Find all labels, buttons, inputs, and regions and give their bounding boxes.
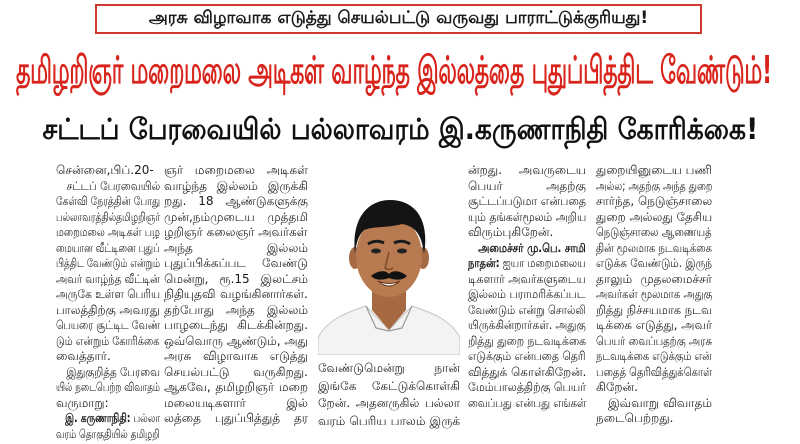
text-line: மையான வீட்டினை புதுப் <box>56 240 160 255</box>
text-line: வித்துக் கொள்கிறேன். <box>468 364 587 379</box>
text-line: சூட்டப்படுமா என்பதை <box>468 194 586 208</box>
text-line: முன்,நம்முடைய முத்தமி <box>164 209 308 224</box>
photo-column-text <box>318 360 460 430</box>
text-line: சட்டப் பேரவையில் <box>66 178 161 193</box>
text-line: மென்று, ரூ.15 இலட்சம் <box>164 271 308 286</box>
text-line: ழறிஞர் கலைஞர் அவர்கள் <box>164 225 308 239</box>
text-line: அந்த இல்லம் <box>164 240 308 255</box>
text-line: இங்கே கேட்டுக்கொள்கி <box>318 378 460 393</box>
text-line: பித்திட வேண்டும் என்றும் <box>56 256 161 270</box>
subheadline <box>40 110 760 152</box>
article-column-1 <box>56 163 160 442</box>
text-line: சென்னை,பிப்.20- <box>56 163 154 177</box>
text-line: பெயர் அதற்கு <box>468 178 586 193</box>
text-line: வருமாறு: <box>56 395 109 410</box>
kicker-text: அரசு விழாவாக எடுத்து செயல்பட்டு வருவது பாராட்டுக்குரியது! <box>148 8 649 28</box>
speaker-name: நாதன்: <box>468 256 500 270</box>
article-column-2 <box>164 163 308 427</box>
text-line: நெடுஞ்சாலை ஆணையத் <box>596 225 712 239</box>
text-line: பெயரை சூட்டிட வேண் <box>56 318 161 332</box>
text-line: கேள்வி நேரத்தின் போது <box>56 194 161 208</box>
text-line: தற்போது அந்த இல்லம் <box>164 302 308 317</box>
text-line: டிகளார் அவர்களுடைய <box>468 271 586 286</box>
text-line: வேண்டும் என்று சொல்லி <box>468 302 586 317</box>
text-line <box>468 241 586 257</box>
speaker-name: அமைச்சர் மு.பெ. சாமி <box>478 240 586 255</box>
text-line <box>56 411 160 427</box>
text-line: டும் என்றும் கோரிக்கை <box>56 333 160 348</box>
text-line: புதுப்பிக்கப்பட வேண்டு <box>164 256 308 270</box>
text-line: பாழடைந்து கிடக்கின்றது. <box>164 318 308 332</box>
text-line: மேம்பாலத்திற்கு பெயர் <box>468 380 587 394</box>
text-line: பல்லாவரத்தில்தமிழறிஞர் <box>56 209 161 224</box>
text-line: அல்ல; அதற்கு அந்த துறை <box>596 178 713 193</box>
text-line: செயல்பட்டு வருகிறது. <box>164 364 308 379</box>
text-line: வாழ்ந்த இல்லம் இருக்கி <box>164 178 308 193</box>
text-line: கிறேன். <box>596 380 638 394</box>
headline <box>14 40 774 106</box>
text-line <box>468 256 586 272</box>
text-line: அவர் வாழ்ந்த வீட்டின் <box>56 271 160 286</box>
text-line: றது. 18 ஆண்டுகளுக்கு <box>164 194 308 208</box>
text-line: வரம் தொகுதியில் தமிழறி <box>56 426 160 441</box>
text-line: யிருக்கின்றார்கள். அதுகு <box>468 318 586 332</box>
text-line: எடுக்கும் என்பதை தெரி <box>468 349 586 363</box>
text-line: எடுக்க வேண்டும். இருந் <box>596 256 713 270</box>
text-line: றித்து நிச்சயமாக நடவ <box>596 302 713 317</box>
text-run: ஐயா மறைமலைய <box>499 256 586 270</box>
text-line: அரசு விழாவாக எடுத்து <box>164 349 308 363</box>
text-line: அவர்கள் மூலமாக அதுகு <box>596 287 713 301</box>
text-line: ன்றது. அவருடைய <box>468 163 586 177</box>
text-line: இல்லம் பராமரிக்கப்பட <box>468 287 586 301</box>
text-line: றேன். அதனருகில் பல்லா <box>318 396 460 410</box>
text-line: யும் தங்கள்மூலம் அறிய <box>468 209 587 224</box>
article-column-4 <box>596 163 712 427</box>
portrait-photo-image <box>318 170 460 355</box>
text-line: வைப்பது என்பது எங்கள் <box>468 395 587 410</box>
speaker-name: இ. கருணாநிதி: <box>65 411 131 425</box>
text-line: ஆகவே, தமிழறிஞர் மறை <box>164 380 308 394</box>
text-line: துறையினுடைய பணி <box>596 163 712 177</box>
text-line: இதுகுறித்த பேரவை <box>66 364 160 379</box>
text-line: வைத்தார். <box>56 349 111 363</box>
text-line: வேண்டுமென்று நான் <box>318 361 460 375</box>
text-line: ஒவ்வொரு ஆண்டும், அது <box>164 333 308 348</box>
text-line: தின் மூலமாக நடவடிக்கை <box>596 240 712 255</box>
article-column-3 <box>468 163 586 411</box>
text-line: தாலும் முதலமைச்சர் <box>596 271 712 286</box>
text-line: சார்ந்த, நெடுஞ்சாலை <box>596 194 713 208</box>
text-line: யில் நடைபெற்ற விவாதம் <box>56 380 160 394</box>
text-line: இவ்வாறு விவாதம் <box>608 395 712 410</box>
text-line: ஞர் மறைமலை அடிகள் <box>164 163 308 177</box>
text-line: பதைத் தெரிவித்துக்கொள் <box>596 364 713 379</box>
text-line: விரும்புகிறேன். <box>468 225 554 239</box>
text-line: டிக்கை எடுத்து, அவர் <box>596 318 713 332</box>
text-line: மலையடிகளார் இல் <box>164 395 308 410</box>
text-line: வரம் பெரிய பாலம் இருக் <box>318 413 460 428</box>
text-line: நடவடிக்கை எடுக்கும் என் <box>596 349 712 363</box>
portrait-photo <box>318 170 460 355</box>
kicker-box <box>95 4 702 34</box>
headline-text: தமிழறிஞர் மறைமலை அடிகள் வாழ்ந்த இல்லத்தை புதுப்பித்திட வேண்டும்! <box>16 48 772 92</box>
text-line: பாலத்திற்கு அவரது <box>56 302 160 317</box>
text-line: துறை அல்லது தேசிய <box>596 209 713 224</box>
text-line: நடைபெற்றது. <box>596 411 674 425</box>
text-line: அருகே உள்ள பெரிய <box>56 287 161 301</box>
text-line: றித்து துறை நடவடிக்கை <box>468 333 587 348</box>
text-line: பெயர் வைப்பதற்கு அரசு <box>596 333 713 348</box>
text-run: பல்லா <box>130 411 161 425</box>
text-line: மறைமலை அடிகள் பழ <box>56 225 160 239</box>
text-line: லத்தை புதுப்பித்துத் தர <box>164 411 308 425</box>
subheadline-text: சட்டப் பேரவையில் பல்லாவரம் இ.கருணாநிதி கோரிக்கை! <box>42 112 758 146</box>
text-line: நிதியுதவி வழங்கினார்கள். <box>164 287 308 301</box>
